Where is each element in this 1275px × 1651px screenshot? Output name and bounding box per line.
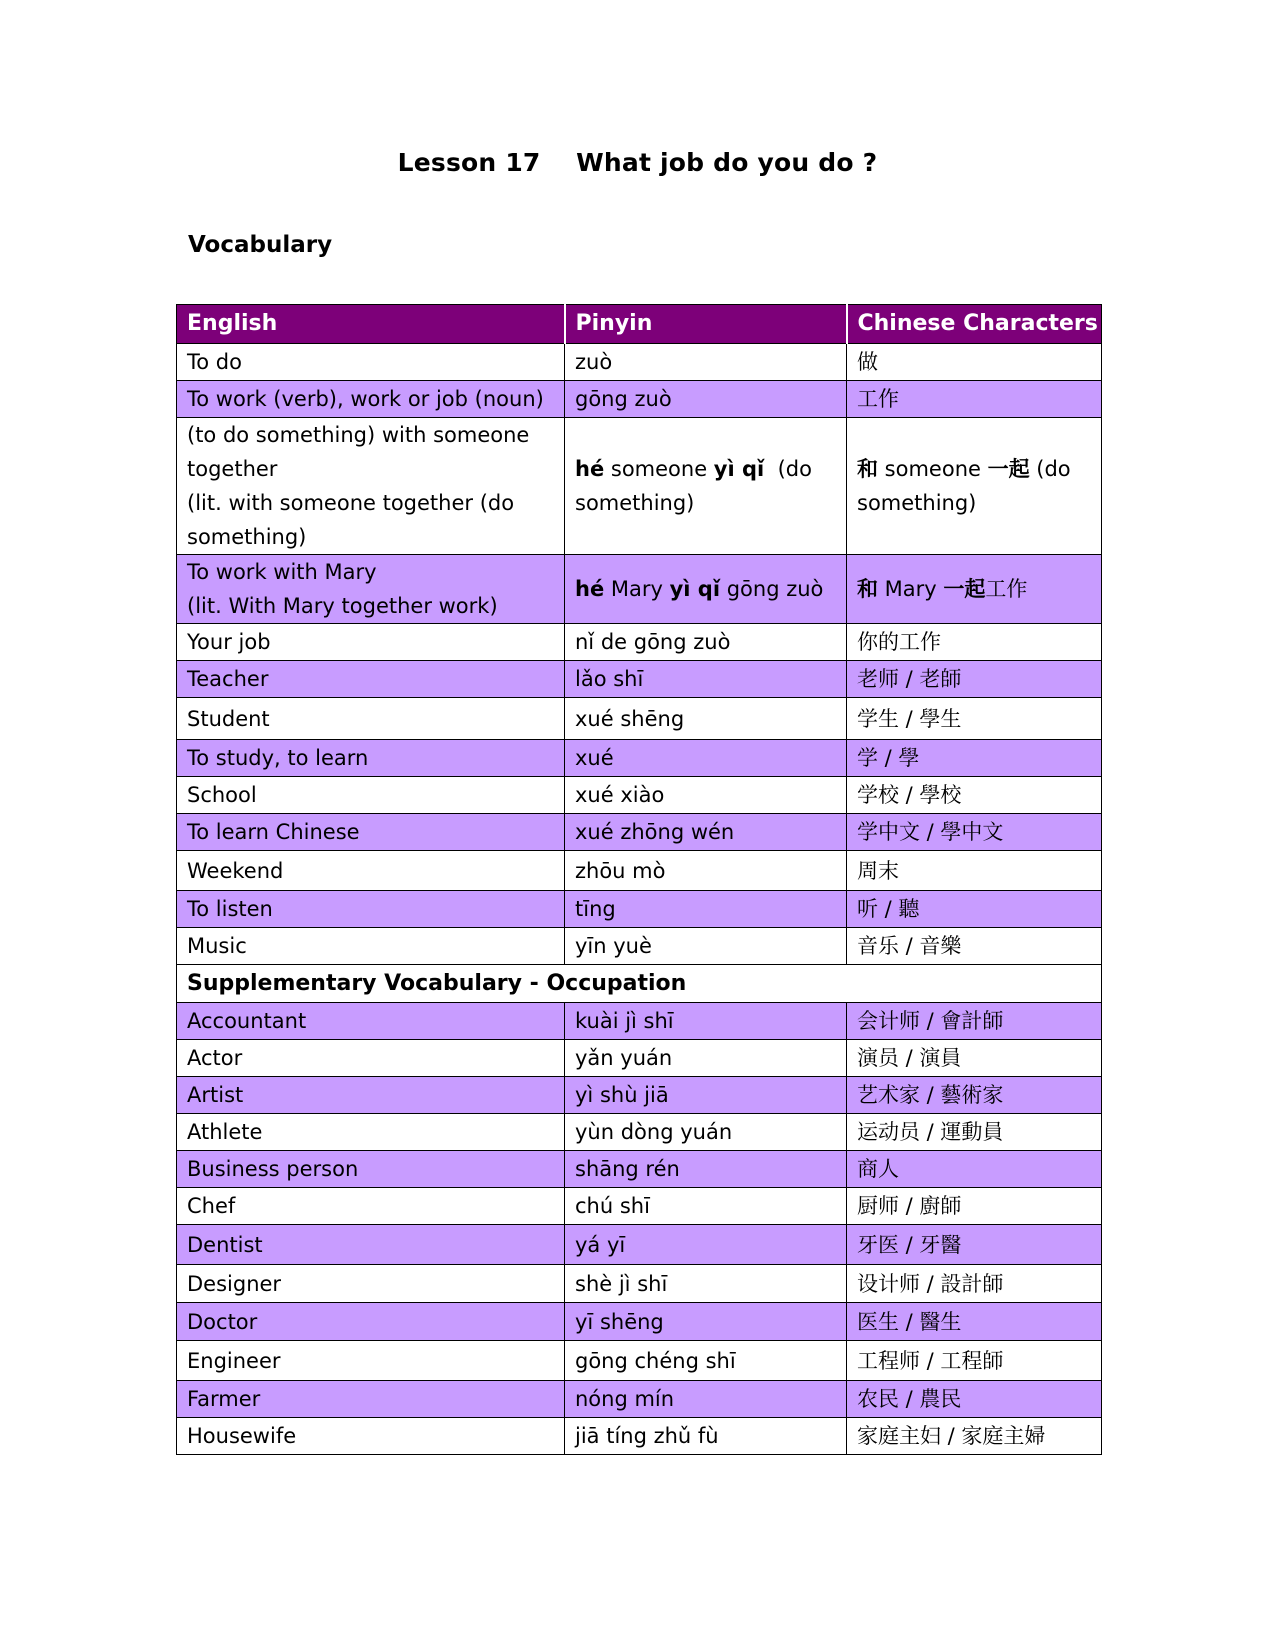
cell-pinyin: nǐ de gōng zuò bbox=[565, 624, 847, 661]
cell-chinese: 农民 / 農民 bbox=[847, 1381, 1102, 1418]
cell-line: (lit. with someone together (do bbox=[187, 491, 515, 515]
cell-english: Teacher bbox=[177, 661, 565, 698]
supplementary-heading-row bbox=[177, 965, 1102, 1003]
table-row bbox=[177, 1040, 1102, 1077]
cell-pinyin: yǎn yuán bbox=[565, 1040, 847, 1077]
supplementary-heading: Supplementary Vocabulary - Occupation bbox=[177, 965, 1102, 1003]
cell-chinese: 工作 bbox=[847, 381, 1102, 418]
cell-chinese: 演员 / 演員 bbox=[847, 1040, 1102, 1077]
table-row bbox=[177, 1003, 1102, 1040]
cell-pinyin: xué shēng bbox=[565, 698, 847, 740]
cell-chinese: 音乐 / 音樂 bbox=[847, 928, 1102, 965]
table-row bbox=[177, 891, 1102, 928]
cell-pinyin: lǎo shī bbox=[565, 661, 847, 698]
bold-text: yì qǐ bbox=[713, 457, 765, 481]
cell-english: Music bbox=[177, 928, 565, 965]
cell-pinyin: yì shù jiā bbox=[565, 1077, 847, 1114]
cell-chinese: 商人 bbox=[847, 1151, 1102, 1188]
cell-english: Your job bbox=[177, 624, 565, 661]
cell-chinese: 会计师 / 會計師 bbox=[847, 1003, 1102, 1040]
table-row bbox=[177, 1188, 1102, 1225]
page-title: Lesson 17 What job do you do ? bbox=[397, 148, 878, 177]
cell-pinyin: zuò bbox=[565, 344, 847, 381]
cell-pinyin: yīn yuè bbox=[565, 928, 847, 965]
cell-chinese bbox=[847, 418, 1102, 555]
cell-english: Housewife bbox=[177, 1418, 565, 1455]
cell-english: Farmer bbox=[177, 1381, 565, 1418]
bold-text: 和 bbox=[857, 457, 878, 481]
cell-english: Athlete bbox=[177, 1114, 565, 1151]
bold-text: 和 bbox=[857, 577, 878, 601]
cell-pinyin: gōng chéng shī bbox=[565, 1341, 847, 1381]
cell-text: 工作 bbox=[985, 577, 1028, 601]
cell-line: (lit. With Mary together work) bbox=[187, 594, 498, 618]
cell-english: To work (verb), work or job (noun) bbox=[177, 381, 565, 418]
cell-english: School bbox=[177, 777, 565, 814]
cell-pinyin: yùn dòng yuán bbox=[565, 1114, 847, 1151]
cell-text: Mary bbox=[604, 577, 670, 601]
cell-english: Designer bbox=[177, 1265, 565, 1303]
bold-text: yì qǐ bbox=[669, 577, 721, 601]
table-row bbox=[177, 928, 1102, 965]
table-row bbox=[177, 777, 1102, 814]
cell-english bbox=[177, 555, 565, 624]
cell-english: Dentist bbox=[177, 1225, 565, 1265]
cell-english: To learn Chinese bbox=[177, 814, 565, 851]
cell-pinyin: yá yī bbox=[565, 1225, 847, 1265]
cell-chinese: 运动员 / 運動員 bbox=[847, 1114, 1102, 1151]
cell-text: someone bbox=[604, 457, 714, 481]
cell-chinese: 艺术家 / 藝術家 bbox=[847, 1077, 1102, 1114]
table-row bbox=[177, 698, 1102, 740]
cell-pinyin: yī shēng bbox=[565, 1303, 847, 1341]
bold-text: 一起 bbox=[943, 577, 986, 601]
bold-text: hé bbox=[575, 457, 605, 481]
cell-line: together bbox=[187, 457, 278, 481]
cell-pinyin: xué bbox=[565, 740, 847, 777]
cell-chinese: 你的工作 bbox=[847, 624, 1102, 661]
cell-english: Engineer bbox=[177, 1341, 565, 1381]
table-row bbox=[177, 381, 1102, 418]
table-row bbox=[177, 1303, 1102, 1341]
cell-chinese: 牙医 / 牙醫 bbox=[847, 1225, 1102, 1265]
cell-pinyin: tīng bbox=[565, 891, 847, 928]
cell-text: someone bbox=[878, 457, 988, 481]
cell-line: something) bbox=[857, 491, 977, 515]
cell-chinese: 医生 / 醫生 bbox=[847, 1303, 1102, 1341]
cell-pinyin: gōng zuò bbox=[565, 381, 847, 418]
cell-chinese: 学校 / 學校 bbox=[847, 777, 1102, 814]
cell-line: (to do something) with someone bbox=[187, 423, 530, 447]
cell-line: something) bbox=[575, 491, 695, 515]
cell-english: Business person bbox=[177, 1151, 565, 1188]
column-header-english: English bbox=[177, 305, 565, 344]
cell-english: Accountant bbox=[177, 1003, 565, 1040]
cell-english: Weekend bbox=[177, 851, 565, 891]
table-row bbox=[177, 1341, 1102, 1381]
table-row bbox=[177, 1381, 1102, 1418]
cell-chinese bbox=[847, 555, 1102, 624]
cell-pinyin: kuài jì shī bbox=[565, 1003, 847, 1040]
cell-english: To do bbox=[177, 344, 565, 381]
cell-pinyin bbox=[565, 418, 847, 555]
table-row bbox=[177, 851, 1102, 891]
cell-english: Chef bbox=[177, 1188, 565, 1225]
cell-pinyin: zhōu mò bbox=[565, 851, 847, 891]
cell-english: Artist bbox=[177, 1077, 565, 1114]
table-row bbox=[177, 1151, 1102, 1188]
column-header-chinese: Chinese Characters bbox=[847, 305, 1102, 344]
cell-pinyin: nóng mín bbox=[565, 1381, 847, 1418]
cell-chinese: 设计师 / 設計師 bbox=[847, 1265, 1102, 1303]
cell-chinese: 听 / 聽 bbox=[847, 891, 1102, 928]
table-row bbox=[177, 624, 1102, 661]
table-row bbox=[177, 661, 1102, 698]
bold-text: 一起 bbox=[987, 457, 1030, 481]
cell-chinese: 工程师 / 工程師 bbox=[847, 1341, 1102, 1381]
table-row bbox=[177, 344, 1102, 381]
cell-line bbox=[575, 452, 836, 486]
column-header-pinyin: Pinyin bbox=[565, 305, 847, 344]
cell-chinese: 厨师 / 廚師 bbox=[847, 1188, 1102, 1225]
cell-english: Actor bbox=[177, 1040, 565, 1077]
cell-pinyin: xué xiào bbox=[565, 777, 847, 814]
cell-english bbox=[177, 418, 565, 555]
cell-chinese: 周末 bbox=[847, 851, 1102, 891]
vocabulary-table bbox=[176, 304, 1102, 1455]
table-row bbox=[177, 418, 1102, 555]
cell-english: Doctor bbox=[177, 1303, 565, 1341]
cell-pinyin: jiā tíng zhǔ fù bbox=[565, 1418, 847, 1455]
cell-line: To work with Mary bbox=[187, 560, 377, 584]
cell-text: Mary bbox=[878, 577, 944, 601]
cell-chinese: 学生 / 學生 bbox=[847, 698, 1102, 740]
cell-text: (do bbox=[1029, 457, 1071, 481]
cell-chinese: 学 / 學 bbox=[847, 740, 1102, 777]
table-row bbox=[177, 1225, 1102, 1265]
section-heading: Vocabulary bbox=[188, 232, 333, 258]
table-header-row bbox=[177, 305, 1102, 344]
cell-chinese: 老师 / 老師 bbox=[847, 661, 1102, 698]
table-row bbox=[177, 1114, 1102, 1151]
table-row bbox=[177, 1418, 1102, 1455]
cell-pinyin: shāng rén bbox=[565, 1151, 847, 1188]
table-row bbox=[177, 555, 1102, 624]
cell-pinyin: shè jì shī bbox=[565, 1265, 847, 1303]
cell-english: To study, to learn bbox=[177, 740, 565, 777]
cell-line bbox=[857, 452, 1091, 486]
cell-english: To listen bbox=[177, 891, 565, 928]
cell-pinyin bbox=[565, 555, 847, 624]
cell-text: (do bbox=[764, 457, 812, 481]
cell-chinese: 学中文 / 學中文 bbox=[847, 814, 1102, 851]
table-row bbox=[177, 814, 1102, 851]
cell-chinese: 做 bbox=[847, 344, 1102, 381]
bold-text: hé bbox=[575, 577, 605, 601]
cell-pinyin: xué zhōng wén bbox=[565, 814, 847, 851]
table-row bbox=[177, 740, 1102, 777]
table-row bbox=[177, 1265, 1102, 1303]
cell-text: gōng zuò bbox=[720, 577, 824, 601]
cell-line: something) bbox=[187, 525, 307, 549]
cell-chinese: 家庭主妇 / 家庭主婦 bbox=[847, 1418, 1102, 1455]
cell-pinyin: chú shī bbox=[565, 1188, 847, 1225]
table-row bbox=[177, 1077, 1102, 1114]
cell-english: Student bbox=[177, 698, 565, 740]
